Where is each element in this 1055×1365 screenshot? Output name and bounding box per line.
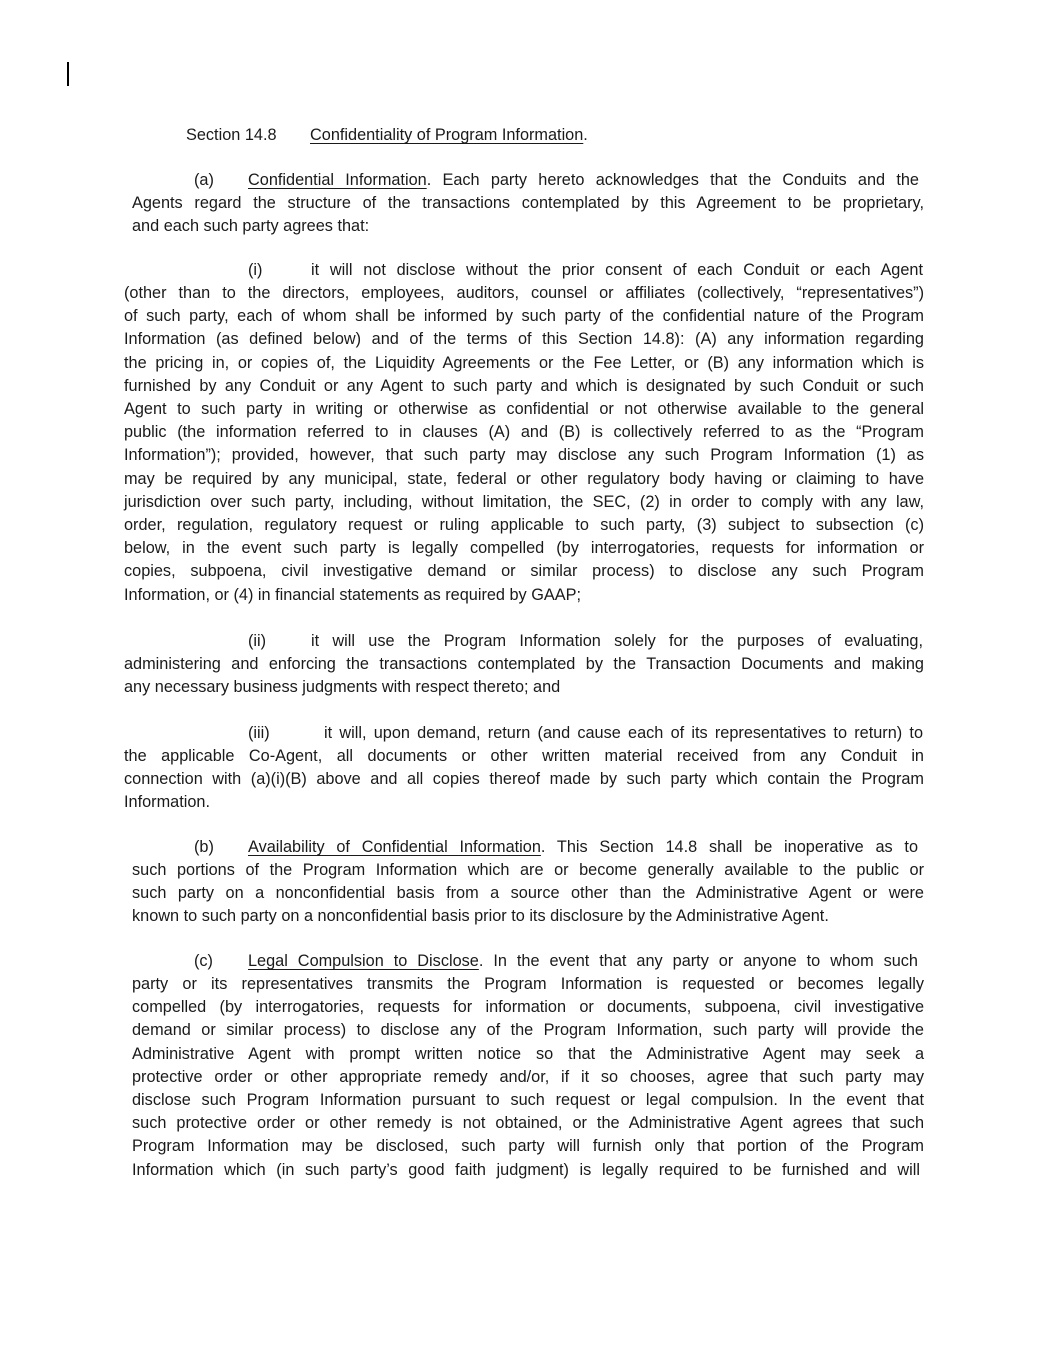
- body-line: Information.: [124, 793, 210, 812]
- body-line: of such party, each of whom shall be informed by such party of the confidential nature of the Program: [124, 307, 924, 326]
- body-line: connection with (a)(i)(B) above and all copies thereof made by such party which contain the Program: [124, 770, 924, 789]
- body-line: the applicable Co-Agent, all documents or other written material received from any Conduit in: [124, 747, 924, 765]
- text-cursor: [67, 62, 69, 86]
- body-line: compelled (by interrogatories, requests for information or documents, subpoena, civil investigative: [132, 998, 924, 1017]
- body-line: Information which (in such party’s good faith judgment) is legally required to be furnished and will: [132, 1160, 920, 1179]
- clause-iii-label: (iii): [248, 724, 270, 742]
- body-line: Information, or (4) in financial statements as required by GAAP;: [124, 585, 581, 604]
- clause-iii-first-line: it will, upon demand, return (and cause each of its representatives to return) to: [324, 724, 923, 742]
- body-line: administering and enforcing the transactions contemplated by the Transaction Documents and making: [124, 655, 924, 673]
- body-line: furnished by any Conduit or any Agent to such party and which is designated by such Conduit or such: [124, 376, 924, 395]
- clause-i-first-line: it will not disclose without the prior consent of each Conduit or each Agent: [311, 261, 923, 279]
- para-b-label: (b): [194, 838, 214, 856]
- para-a-label: (a): [194, 171, 214, 189]
- body-line: jurisdiction over such party, including, without limitation, the SEC, (2) in order to comply with any law,: [124, 492, 924, 511]
- body-line: any necessary business judgments with respect thereto; and: [124, 678, 561, 697]
- para-c-label: (c): [194, 952, 213, 970]
- body-line: below, in the event such party is legally compelled (by interrogatories, requests for information or: [124, 539, 924, 558]
- para-c-first-line: Legal Compulsion to Disclose. In the event that any party or anyone to whom such: [248, 952, 918, 970]
- body-line: party or its representatives transmits the Program Information is requested or becomes legally: [132, 975, 924, 993]
- para-a-first-line: Confidential Information. Each party hereto acknowledges that the Conduits and the: [248, 171, 919, 189]
- body-line: public (the information referred to in clauses (A) and (B) is collectively referred to as the “Program: [124, 423, 924, 442]
- para-c-heading: Legal Compulsion to Disclose: [248, 952, 479, 970]
- body-line: order, regulation, regulatory request or ruling applicable to such party, (3) subject to subsection (c): [124, 516, 924, 534]
- body-line: demand or similar process) to disclose any of the Program Information, such party will provide the: [132, 1021, 924, 1040]
- section-title-text: Confidentiality of Program Information: [310, 126, 584, 144]
- para-b-first-line: Availability of Confidential Information. This Section 14.8 shall be inoperative as to: [248, 838, 919, 856]
- body-line: Program Information may be disclosed, such party will furnish only that portion of the Program: [132, 1137, 924, 1156]
- body-line: known to such party on a nonconfidential basis prior to its disclosure by the Administrative Agent.: [132, 907, 829, 926]
- body-line: Agent to such party in writing or otherwise as confidential or not otherwise available to the general: [124, 400, 924, 418]
- clause-ii-label: (ii): [248, 632, 267, 650]
- body-line: Information”); provided, however, that such party may disclose any such Program Information (1) as: [124, 446, 924, 465]
- body-line: the pricing in, or copies of, the Liquidity Agreements or the Fee Letter, or (B) any information which is: [124, 353, 924, 372]
- body-line: protective order or other appropriate remedy and/or, if it so chooses, agree that such party may: [132, 1067, 924, 1086]
- section-number: Section 14.8: [186, 126, 277, 144]
- body-line: (other than to the directors, employees, auditors, counsel or affiliates (collectively, “representatives”): [124, 284, 924, 302]
- body-line: and each such party agrees that:: [132, 217, 370, 236]
- clause-i-label: (i): [248, 261, 263, 279]
- body-line: copies, subpoena, civil investigative demand or similar process) to disclose any such Program: [124, 562, 924, 581]
- section-title-end: .: [583, 126, 588, 144]
- clause-ii-first-line: it will use the Program Information solely for the purposes of evaluating,: [311, 632, 923, 650]
- para-a-heading: Confidential Information: [248, 171, 427, 189]
- body-line: Agents regard the structure of the transactions contemplated by this Agreement to be proprietary,: [132, 194, 924, 212]
- body-line: Administrative Agent with prompt written notice so that the Administrative Agent may seek a: [132, 1044, 924, 1063]
- body-line: such portions of the Program Information which are or become generally available to the public or: [132, 861, 924, 879]
- body-line: disclose such Program Information pursuant to such request or legal compulsion. In the event that: [132, 1091, 924, 1109]
- section-title: [310, 124, 588, 147]
- body-line: Information (as defined below) and of the terms of this Section 14.8): (A) any information regarding: [124, 330, 924, 349]
- body-line: may be required by any municipal, state, federal or other regulatory body having or claiming to have: [124, 469, 924, 488]
- body-line: such protective order or other remedy is not obtained, or the Administrative Agent agrees that such: [132, 1114, 924, 1133]
- body-line: such party on a nonconfidential basis from a source other than the Administrative Agent or were: [132, 884, 924, 903]
- para-b-heading: Availability of Confidential Information: [248, 838, 541, 856]
